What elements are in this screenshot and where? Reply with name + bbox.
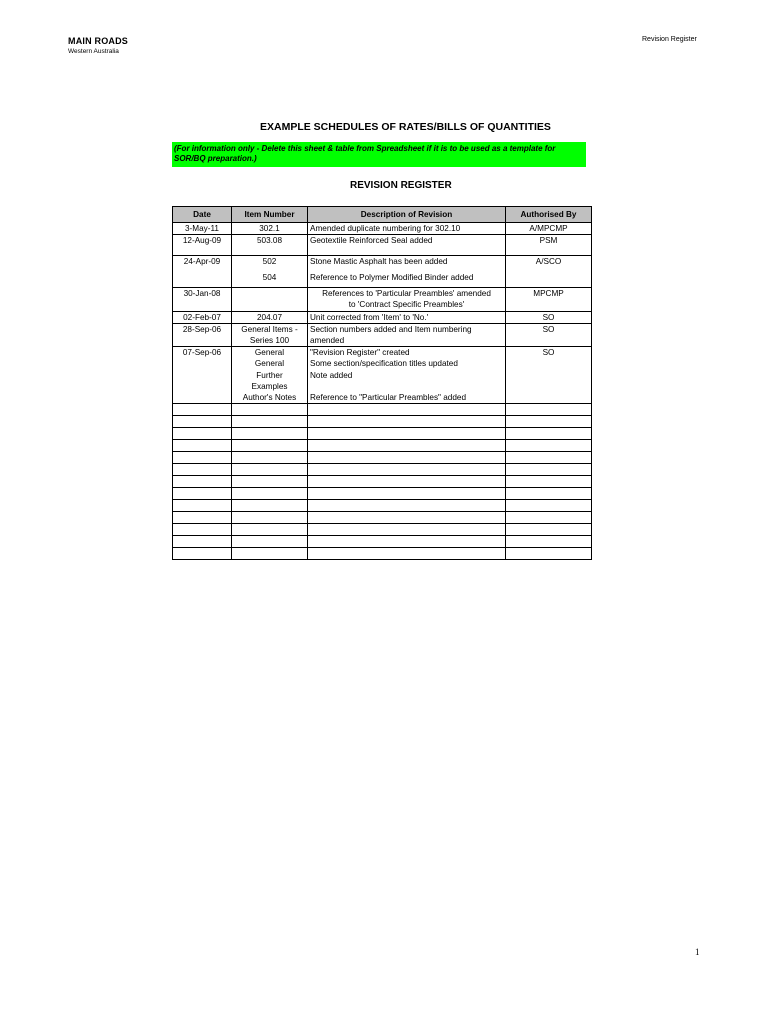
empty-cell bbox=[506, 488, 592, 500]
table-row-empty bbox=[173, 476, 592, 488]
cell-item: 502 bbox=[232, 256, 308, 273]
cell-item: 503.08 bbox=[232, 235, 308, 256]
cell-item-line: Author's Notes bbox=[242, 393, 297, 403]
table-row bbox=[173, 288, 592, 311]
table-row-empty bbox=[173, 464, 592, 476]
empty-cell bbox=[506, 404, 592, 416]
brand-subtitle: Western Australia bbox=[68, 48, 119, 55]
empty-cell bbox=[232, 500, 308, 512]
empty-cell bbox=[308, 476, 506, 488]
empty-cell bbox=[232, 464, 308, 476]
empty-cell bbox=[506, 464, 592, 476]
cell-description: Reference to Polymer Modified Binder added bbox=[308, 272, 506, 288]
cell-description-line: to 'Contract Specific Preambles' bbox=[348, 300, 465, 310]
empty-cell bbox=[308, 500, 506, 512]
empty-cell bbox=[308, 428, 506, 440]
empty-cell bbox=[232, 536, 308, 548]
empty-cell bbox=[173, 428, 232, 440]
cell-item-line: General bbox=[254, 359, 285, 369]
cell-authorised-by: SO bbox=[506, 347, 592, 404]
empty-cell bbox=[232, 476, 308, 488]
empty-cell bbox=[506, 452, 592, 464]
section-title: REVISION REGISTER bbox=[350, 180, 452, 191]
empty-cell bbox=[173, 464, 232, 476]
cell-authorised-by bbox=[506, 272, 592, 288]
revision-register-table bbox=[172, 206, 592, 560]
empty-cell bbox=[506, 548, 592, 560]
cell-authorised-by: PSM bbox=[506, 235, 592, 256]
empty-cell bbox=[308, 548, 506, 560]
cell-date: 24-Apr-09 bbox=[173, 256, 232, 273]
empty-cell bbox=[173, 524, 232, 536]
table-row-empty bbox=[173, 440, 592, 452]
empty-cell bbox=[173, 488, 232, 500]
table-row-empty bbox=[173, 404, 592, 416]
cell-description-line: Note added bbox=[310, 370, 353, 380]
cell-item-line: Further bbox=[256, 370, 283, 380]
cell-description: Geotextile Reinforced Seal added bbox=[308, 235, 506, 256]
cell-description bbox=[308, 323, 506, 346]
empty-cell bbox=[173, 512, 232, 524]
empty-cell bbox=[232, 452, 308, 464]
table-row bbox=[173, 223, 592, 235]
table-row-empty bbox=[173, 536, 592, 548]
brand-name: MAIN ROADS bbox=[68, 36, 128, 46]
cell-authorised-by: A/SCO bbox=[506, 256, 592, 273]
cell-description-line: amended bbox=[310, 336, 345, 346]
empty-cell bbox=[506, 512, 592, 524]
cell-description-line: References to 'Particular Preambles' amended bbox=[322, 289, 491, 299]
table-row bbox=[173, 235, 592, 256]
cell-item bbox=[232, 288, 308, 311]
header-doc-name: Revision Register bbox=[642, 36, 697, 43]
empty-cell bbox=[506, 500, 592, 512]
column-header-authorised-by: Authorised By bbox=[506, 207, 592, 223]
table-row-empty bbox=[173, 548, 592, 560]
table-row-empty bbox=[173, 500, 592, 512]
cell-item: 302.1 bbox=[232, 223, 308, 235]
cell-description bbox=[308, 347, 506, 404]
cell-description: Unit corrected from 'Item' to 'No.' bbox=[308, 311, 506, 323]
empty-cell bbox=[232, 428, 308, 440]
table-row bbox=[173, 347, 592, 404]
cell-description: Amended duplicate numbering for 302.10 bbox=[308, 223, 506, 235]
empty-cell bbox=[232, 440, 308, 452]
cell-authorised-by: A/MPCMP bbox=[506, 223, 592, 235]
empty-cell bbox=[308, 536, 506, 548]
cell-date bbox=[173, 272, 232, 288]
cell-item: 204.07 bbox=[232, 311, 308, 323]
empty-cell bbox=[173, 452, 232, 464]
table-row-empty bbox=[173, 512, 592, 524]
header-brand-block bbox=[68, 36, 128, 55]
cell-item bbox=[232, 323, 308, 346]
empty-cell bbox=[173, 476, 232, 488]
empty-cell bbox=[506, 524, 592, 536]
empty-cell bbox=[232, 488, 308, 500]
cell-item bbox=[232, 347, 308, 404]
cell-description-line: Some section/specification titles updated bbox=[310, 359, 458, 369]
empty-cell bbox=[173, 416, 232, 428]
cell-item: 504 bbox=[232, 272, 308, 288]
cell-authorised-by: SO bbox=[506, 323, 592, 346]
table-row-empty bbox=[173, 524, 592, 536]
cell-item-line: General bbox=[254, 348, 285, 358]
empty-cell bbox=[173, 440, 232, 452]
table-row-empty bbox=[173, 452, 592, 464]
cell-item-line: General Items - bbox=[241, 324, 298, 334]
empty-cell bbox=[173, 500, 232, 512]
cell-item-line: Series 100 bbox=[249, 336, 290, 346]
empty-cell bbox=[506, 536, 592, 548]
column-header-date: Date bbox=[173, 207, 232, 223]
cell-description-line bbox=[310, 381, 503, 392]
empty-cell bbox=[232, 416, 308, 428]
cell-date: 12-Aug-09 bbox=[173, 235, 232, 256]
page-number: 1 bbox=[695, 947, 700, 957]
empty-cell bbox=[232, 548, 308, 560]
empty-cell bbox=[173, 548, 232, 560]
cell-date: 02-Feb-07 bbox=[173, 311, 232, 323]
table-row-empty bbox=[173, 428, 592, 440]
cell-date: 07-Sep-06 bbox=[173, 347, 232, 404]
table-row bbox=[173, 272, 592, 288]
table-row bbox=[173, 256, 592, 273]
cell-description-line: "Revision Register" created bbox=[310, 348, 410, 358]
information-note: (For information only - Delete this sheet & table from Spreadsheet if it is to be used as a template for SOR/BQ preparation.) bbox=[172, 142, 586, 167]
empty-cell bbox=[173, 404, 232, 416]
empty-cell bbox=[308, 464, 506, 476]
cell-item-line: Examples bbox=[251, 381, 288, 391]
cell-date: 28-Sep-06 bbox=[173, 323, 232, 346]
column-header-description: Description of Revision bbox=[308, 207, 506, 223]
empty-cell bbox=[308, 440, 506, 452]
empty-cell bbox=[232, 512, 308, 524]
empty-cell bbox=[506, 476, 592, 488]
table-row-empty bbox=[173, 488, 592, 500]
cell-date: 30-Jan-08 bbox=[173, 288, 232, 311]
empty-cell bbox=[232, 404, 308, 416]
table-header-row bbox=[173, 207, 592, 223]
empty-cell bbox=[232, 524, 308, 536]
cell-description-line: Reference to "Particular Preambles" added bbox=[310, 393, 466, 403]
cell-description bbox=[308, 288, 506, 311]
cell-date: 3-May-11 bbox=[173, 223, 232, 235]
empty-cell bbox=[308, 404, 506, 416]
cell-description: Stone Mastic Asphalt has been added bbox=[308, 256, 506, 273]
empty-cell bbox=[506, 440, 592, 452]
table-row bbox=[173, 311, 592, 323]
empty-cell bbox=[308, 452, 506, 464]
table-row bbox=[173, 323, 592, 346]
table-row-empty bbox=[173, 416, 592, 428]
empty-cell bbox=[173, 536, 232, 548]
empty-cell bbox=[308, 416, 506, 428]
column-header-item-number: Item Number bbox=[232, 207, 308, 223]
page-title: EXAMPLE SCHEDULES OF RATES/BILLS OF QUANTITIES bbox=[260, 121, 551, 133]
cell-authorised-by: MPCMP bbox=[506, 288, 592, 311]
empty-cell bbox=[308, 488, 506, 500]
empty-cell bbox=[308, 524, 506, 536]
empty-cell bbox=[506, 416, 592, 428]
cell-description-line: Section numbers added and Item numbering bbox=[310, 324, 472, 334]
cell-authorised-by: SO bbox=[506, 311, 592, 323]
empty-cell bbox=[506, 428, 592, 440]
empty-cell bbox=[308, 512, 506, 524]
